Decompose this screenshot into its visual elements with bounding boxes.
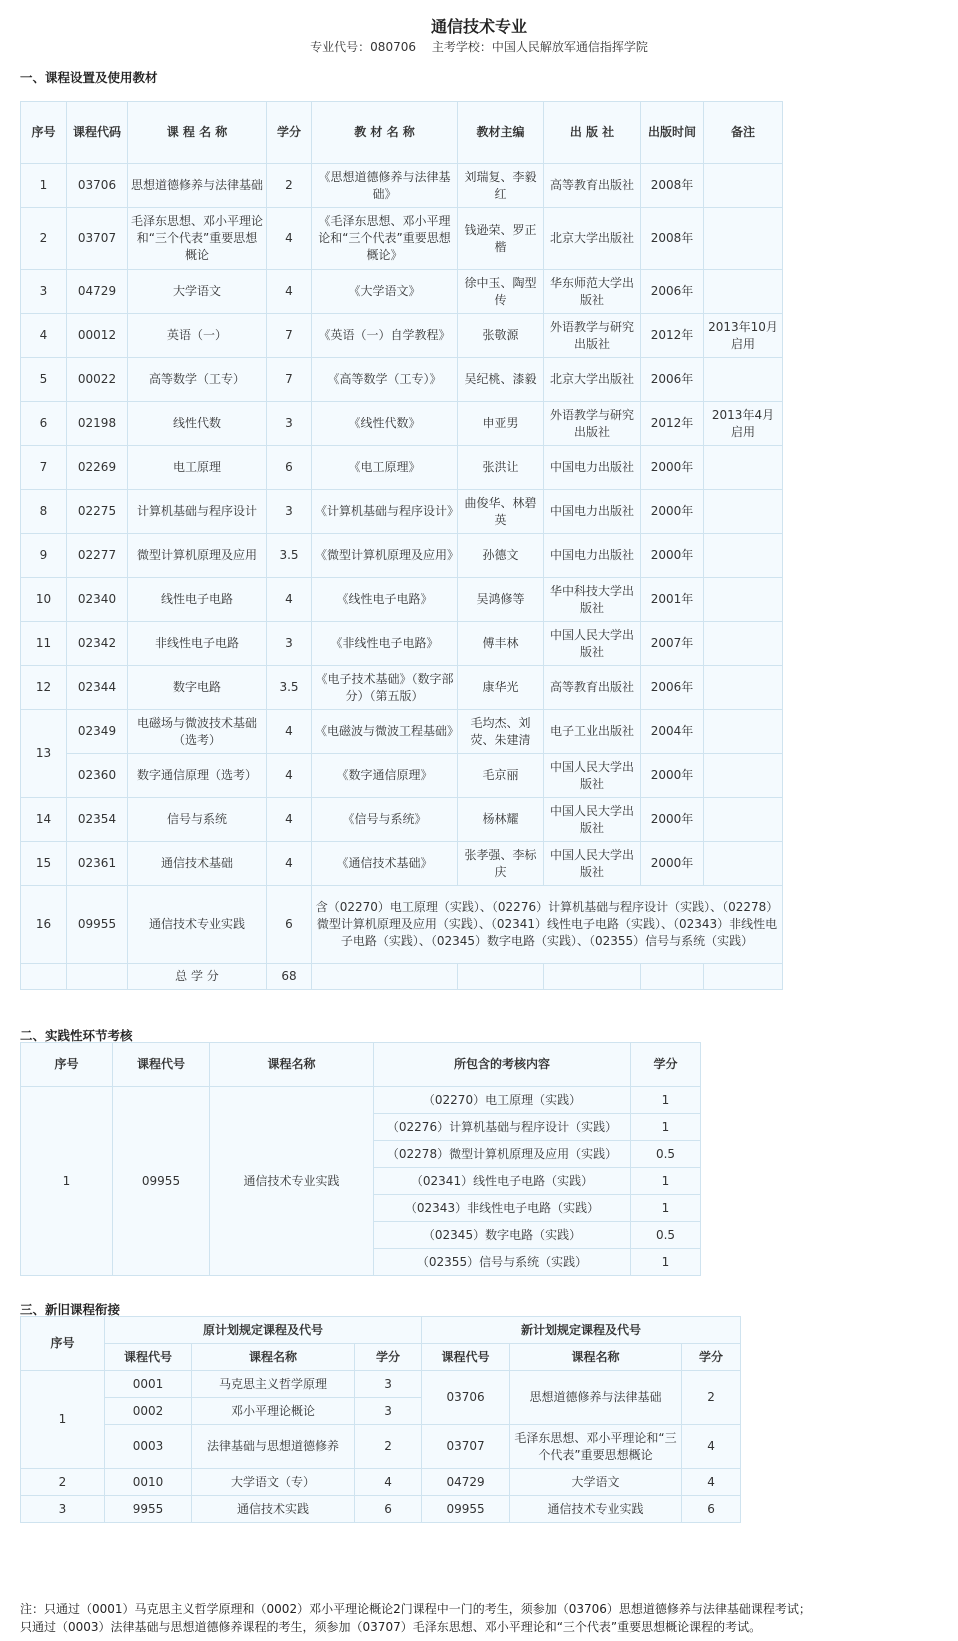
cell: 00022: [67, 358, 128, 402]
cell: （02343）非线性电子电路（实践）: [374, 1195, 631, 1222]
cell: 02342: [67, 622, 128, 666]
section-3-title: 三、新旧课程衔接: [20, 1302, 121, 1317]
cell: 6: [355, 1496, 422, 1523]
table-row: [21, 1425, 741, 1469]
col-header: 课程名称: [510, 1344, 682, 1371]
cell: 《高等数学（工专）》: [312, 358, 458, 402]
table-row: [21, 534, 783, 578]
cell: 09955: [422, 1496, 510, 1523]
total-row: [21, 964, 783, 990]
cell: [641, 964, 704, 990]
cell: 14: [21, 798, 67, 842]
cell: 6: [267, 446, 312, 490]
cell: 02340: [67, 578, 128, 622]
cell: 0010: [105, 1469, 192, 1496]
cell: 9: [21, 534, 67, 578]
cell: 2000年: [641, 754, 704, 798]
table-row: [21, 446, 783, 490]
cell: 02349: [67, 710, 128, 754]
cell: 2001年: [641, 578, 704, 622]
cell: 徐中玉、陶型传: [458, 270, 544, 314]
col-header: 课程代号: [113, 1043, 210, 1087]
cell: 1: [631, 1249, 701, 1276]
cell: 总 学 分: [128, 964, 267, 990]
cell: 电工原理: [128, 446, 267, 490]
cell: 2004年: [641, 710, 704, 754]
cell: [458, 964, 544, 990]
cell: 6: [267, 886, 312, 964]
table-row: [21, 798, 783, 842]
cell: [704, 798, 783, 842]
course-table-header: [21, 102, 783, 164]
table-row: [21, 842, 783, 886]
cell: 通信技术专业实践: [210, 1087, 374, 1276]
cell: 思想道德修养与法律基础: [128, 164, 267, 208]
cell: （02278）微型计算机原理及应用（实践）: [374, 1141, 631, 1168]
practice-table: [20, 1042, 701, 1276]
cell: 张敬源: [458, 314, 544, 358]
cell: （02276）计算机基础与程序设计（实践）: [374, 1114, 631, 1141]
cell: [704, 578, 783, 622]
cell: 2: [21, 208, 67, 270]
cell: 3.5: [267, 534, 312, 578]
cell: （02345）数字电路（实践）: [374, 1222, 631, 1249]
table-row: [21, 314, 783, 358]
cell: 2000年: [641, 446, 704, 490]
col-header: 教材主编: [458, 102, 544, 164]
cell: 0002: [105, 1398, 192, 1425]
cell: 16: [21, 886, 67, 964]
cell: 微型计算机原理及应用: [128, 534, 267, 578]
cell: 高等教育出版社: [544, 164, 641, 208]
cell: 孙德文: [458, 534, 544, 578]
table-row: [21, 358, 783, 402]
section-1-title: 一、课程设置及使用教材: [20, 70, 158, 85]
cell: 03707: [67, 208, 128, 270]
col-header: 教 材 名 称: [312, 102, 458, 164]
cell: 4: [267, 208, 312, 270]
cell: 吴纪桃、漆毅: [458, 358, 544, 402]
col-header-old-plan: 原计划规定课程及代号: [105, 1317, 422, 1344]
cell: 0001: [105, 1371, 192, 1398]
cell: 15: [21, 842, 67, 886]
practice-table-header: [21, 1043, 701, 1087]
cell: 4: [267, 754, 312, 798]
table-row: [21, 666, 783, 710]
cell: 《信号与系统》: [312, 798, 458, 842]
cell: 1: [631, 1195, 701, 1222]
cell: 通信技术专业实践: [128, 886, 267, 964]
cell: [704, 270, 783, 314]
cell: [704, 710, 783, 754]
cell: [704, 208, 783, 270]
section-2-title: 二、实践性环节考核: [20, 1028, 133, 1043]
cell: （02270）电工原理（实践）: [374, 1087, 631, 1114]
cell: 华东师范大学出版社: [544, 270, 641, 314]
cell: [704, 842, 783, 886]
cell: 6: [682, 1496, 741, 1523]
cell: 《英语（一）自学教程》: [312, 314, 458, 358]
cell: 中国人民大学出版社: [544, 622, 641, 666]
cell: 大学语文（专）: [192, 1469, 355, 1496]
cell: 刘瑞复、李毅红: [458, 164, 544, 208]
cell: 北京大学出版社: [544, 208, 641, 270]
col-header: 备注: [704, 102, 783, 164]
cell: 00012: [67, 314, 128, 358]
cell: 中国电力出版社: [544, 490, 641, 534]
cell: 4: [682, 1425, 741, 1469]
cell: 03706: [67, 164, 128, 208]
col-header: 课程名称: [210, 1043, 374, 1087]
col-header: 所包含的考核内容: [374, 1043, 631, 1087]
cell: 2000年: [641, 842, 704, 886]
cell: 1: [631, 1168, 701, 1195]
cell: 02275: [67, 490, 128, 534]
cell: 《线性代数》: [312, 402, 458, 446]
cell: 4: [682, 1469, 741, 1496]
cell: 法律基础与思想道德修养: [192, 1425, 355, 1469]
cell: 曲俊华、林碧英: [458, 490, 544, 534]
mapping-header-row: [21, 1317, 741, 1344]
cell: 2006年: [641, 666, 704, 710]
cell: 《微型计算机原理及应用》: [312, 534, 458, 578]
cell: 2006年: [641, 270, 704, 314]
cell: 通信技术专业实践: [510, 1496, 682, 1523]
cell: 英语（一）: [128, 314, 267, 358]
cell: 马克思主义哲学原理: [192, 1371, 355, 1398]
cell: [704, 964, 783, 990]
footnote: [20, 1600, 950, 1636]
cell: 3: [267, 402, 312, 446]
cell: 《电磁波与微波工程基础》: [312, 710, 458, 754]
cell: 5: [21, 358, 67, 402]
cell: 3: [355, 1398, 422, 1425]
cell: 线性代数: [128, 402, 267, 446]
cell: 数字电路: [128, 666, 267, 710]
cell: 02360: [67, 754, 128, 798]
cell: 2007年: [641, 622, 704, 666]
cell: 张孝强、李标庆: [458, 842, 544, 886]
cell: 4: [355, 1469, 422, 1496]
cell: [704, 164, 783, 208]
cell: 《数字通信原理》: [312, 754, 458, 798]
cell: [704, 534, 783, 578]
cell: 2012年: [641, 314, 704, 358]
cell: 02277: [67, 534, 128, 578]
cell: （02355）信号与系统（实践）: [374, 1249, 631, 1276]
cell: 02354: [67, 798, 128, 842]
cell: 2000年: [641, 490, 704, 534]
col-header-new-plan: 新计划规定课程及代号: [422, 1317, 741, 1344]
cell: 03706: [422, 1371, 510, 1425]
cell: 钱逊荣、罗正楷: [458, 208, 544, 270]
cell: 《大学语文》: [312, 270, 458, 314]
cell: 4: [267, 578, 312, 622]
col-header: 出 版 社: [544, 102, 641, 164]
cell: 4: [267, 842, 312, 886]
cell: 1: [21, 164, 67, 208]
cell: 电子工业出版社: [544, 710, 641, 754]
cell: 2: [355, 1425, 422, 1469]
table-row: [21, 270, 783, 314]
col-header: 序号: [21, 1317, 105, 1371]
col-header: 序号: [21, 1043, 113, 1087]
footnote-line: 只通过（0003）法律基础与思想道德修养课程的考生，须参加（03707）毛泽东思想、邓小平理论和“三个代表”重要思想概论课程的考试。: [20, 1620, 762, 1634]
cell: 吴鸿修等: [458, 578, 544, 622]
cell: 03707: [422, 1425, 510, 1469]
col-header: 学分: [355, 1344, 422, 1371]
cell: 6: [21, 402, 67, 446]
exam-school: 主考学校：中国人民解放军通信指挥学院: [431, 40, 648, 54]
table-row: [21, 710, 783, 754]
cell: 线性电子电路: [128, 578, 267, 622]
cell: 7: [267, 358, 312, 402]
col-header: 课程名称: [192, 1344, 355, 1371]
col-header: 学分: [267, 102, 312, 164]
cell: 1: [21, 1087, 113, 1276]
cell: 3: [267, 490, 312, 534]
cell: 0.5: [631, 1141, 701, 1168]
table-row: [21, 164, 783, 208]
cell: 中国人民大学出版社: [544, 842, 641, 886]
col-header: 出版时间: [641, 102, 704, 164]
cell: 北京大学出版社: [544, 358, 641, 402]
cell: 02269: [67, 446, 128, 490]
cell: 1: [631, 1087, 701, 1114]
cell: 4: [21, 314, 67, 358]
cell: 《电工原理》: [312, 446, 458, 490]
cell: 2006年: [641, 358, 704, 402]
cell: 《线性电子电路》: [312, 578, 458, 622]
cell: 3: [267, 622, 312, 666]
cell: 2008年: [641, 164, 704, 208]
cell: 通信技术实践: [192, 1496, 355, 1523]
cell: 4: [267, 270, 312, 314]
col-header: 课程代码: [67, 102, 128, 164]
cell: [312, 964, 458, 990]
cell: 信号与系统: [128, 798, 267, 842]
cell: 康华光: [458, 666, 544, 710]
cell: 2: [682, 1371, 741, 1425]
cell: 毛泽东思想、邓小平理论和“三个代表”重要思想概论: [510, 1425, 682, 1469]
cell: 4: [267, 798, 312, 842]
cell: 10: [21, 578, 67, 622]
cell: 高等数学（工专）: [128, 358, 267, 402]
cell: 09955: [67, 886, 128, 964]
cell: 毛泽东思想、邓小平理论和“三个代表”重要思想概论: [128, 208, 267, 270]
cell: 1: [631, 1114, 701, 1141]
cell: 中国人民大学出版社: [544, 754, 641, 798]
cell: 1: [21, 1371, 105, 1469]
footnote-line: 注：只通过（0001）马克思主义哲学原理和（0002）邓小平理论概论2门课程中一门的考生，须参加（03706）思想道德修养与法律基础课程考试；: [20, 1602, 811, 1616]
cell: 《计算机基础与程序设计》: [312, 490, 458, 534]
cell: 2008年: [641, 208, 704, 270]
table-row: [21, 1087, 701, 1114]
course-table: [20, 101, 783, 990]
cell: 13: [21, 710, 67, 798]
cell: 毛京丽: [458, 754, 544, 798]
cell: 12: [21, 666, 67, 710]
cell: 思想道德修养与法律基础: [510, 1371, 682, 1425]
cell: 外语教学与研究出版社: [544, 314, 641, 358]
cell: 8: [21, 490, 67, 534]
cell: 张洪让: [458, 446, 544, 490]
cell: 02344: [67, 666, 128, 710]
cell: 0003: [105, 1425, 192, 1469]
col-header: 课 程 名 称: [128, 102, 267, 164]
cell: 华中科技大学出版社: [544, 578, 641, 622]
cell: 4: [267, 710, 312, 754]
cell: 邓小平理论概论: [192, 1398, 355, 1425]
cell: （02341）线性电子电路（实践）: [374, 1168, 631, 1195]
cell: 2000年: [641, 798, 704, 842]
cell: 中国人民大学出版社: [544, 798, 641, 842]
cell: 02361: [67, 842, 128, 886]
cell: 7: [267, 314, 312, 358]
col-header: 课程代号: [422, 1344, 510, 1371]
cell: 04729: [67, 270, 128, 314]
col-header: 序号: [21, 102, 67, 164]
cell: 68: [267, 964, 312, 990]
table-row: [21, 622, 783, 666]
table-row: [21, 578, 783, 622]
col-header: 学分: [631, 1043, 701, 1087]
cell: 中国电力出版社: [544, 446, 641, 490]
cell: 毛均杰、刘荧、朱建清: [458, 710, 544, 754]
cell: 《通信技术基础》: [312, 842, 458, 886]
table-row: [21, 402, 783, 446]
cell: 中国电力出版社: [544, 534, 641, 578]
cell: [704, 358, 783, 402]
table-row: [21, 886, 783, 964]
table-row: [21, 754, 783, 798]
cell: 计算机基础与程序设计: [128, 490, 267, 534]
page-title: 通信技术专业: [430, 17, 527, 36]
page-subtitle: [0, 38, 958, 55]
cell: 2012年: [641, 402, 704, 446]
cell: 3.5: [267, 666, 312, 710]
cell: 大学语文: [510, 1469, 682, 1496]
mapping-subheader-row: [21, 1344, 741, 1371]
cell: 7: [21, 446, 67, 490]
cell: 09955: [113, 1087, 210, 1276]
cell: 电磁场与微波技术基础（选考）: [128, 710, 267, 754]
cell: [704, 754, 783, 798]
cell: 申亚男: [458, 402, 544, 446]
cell: 3: [355, 1371, 422, 1398]
cell: [704, 446, 783, 490]
table-row: [21, 1371, 741, 1398]
cell: 非线性电子电路: [128, 622, 267, 666]
major-code: 专业代号：080706: [310, 40, 416, 54]
cell: 《毛泽东思想、邓小平理论和“三个代表”重要思想概论》: [312, 208, 458, 270]
cell: 3: [21, 270, 67, 314]
cell: [21, 964, 67, 990]
cell: 02198: [67, 402, 128, 446]
cell: 2000年: [641, 534, 704, 578]
col-header: 学分: [682, 1344, 741, 1371]
cell: [544, 964, 641, 990]
cell: 2013年10月启用: [704, 314, 783, 358]
cell: 《思想道德修养与法律基础》: [312, 164, 458, 208]
cell: 9955: [105, 1496, 192, 1523]
course-mapping-table: [20, 1316, 741, 1523]
cell: 《电子技术基础》（数字部分）（第五版）: [312, 666, 458, 710]
cell: 外语教学与研究出版社: [544, 402, 641, 446]
cell: 04729: [422, 1469, 510, 1496]
cell: [704, 490, 783, 534]
col-header: 课程代号: [105, 1344, 192, 1371]
table-row: [21, 1469, 741, 1496]
cell: 0.5: [631, 1222, 701, 1249]
table-row: [21, 208, 783, 270]
table-row: [21, 490, 783, 534]
cell: [704, 666, 783, 710]
cell: 通信技术基础: [128, 842, 267, 886]
cell: 《非线性电子电路》: [312, 622, 458, 666]
cell: 高等教育出版社: [544, 666, 641, 710]
cell: 杨林耀: [458, 798, 544, 842]
cell: 11: [21, 622, 67, 666]
cell: 2013年4月启用: [704, 402, 783, 446]
cell: 傅丰林: [458, 622, 544, 666]
cell: 数字通信原理（选考）: [128, 754, 267, 798]
table-row: [21, 1496, 741, 1523]
cell: 大学语文: [128, 270, 267, 314]
cell: [67, 964, 128, 990]
cell: 含（02270）电工原理（实践）、（02276）计算机基础与程序设计（实践）、（02278）微型计算机原理及应用（实践）、（02341）线性电子电路（实践）、（02343）非线性电子电路（实践）、（02345）数字电路（实践）、（02355）信号与系统（实践）: [312, 886, 783, 964]
cell: [704, 622, 783, 666]
cell: 2: [21, 1469, 105, 1496]
cell: 2: [267, 164, 312, 208]
cell: 3: [21, 1496, 105, 1523]
